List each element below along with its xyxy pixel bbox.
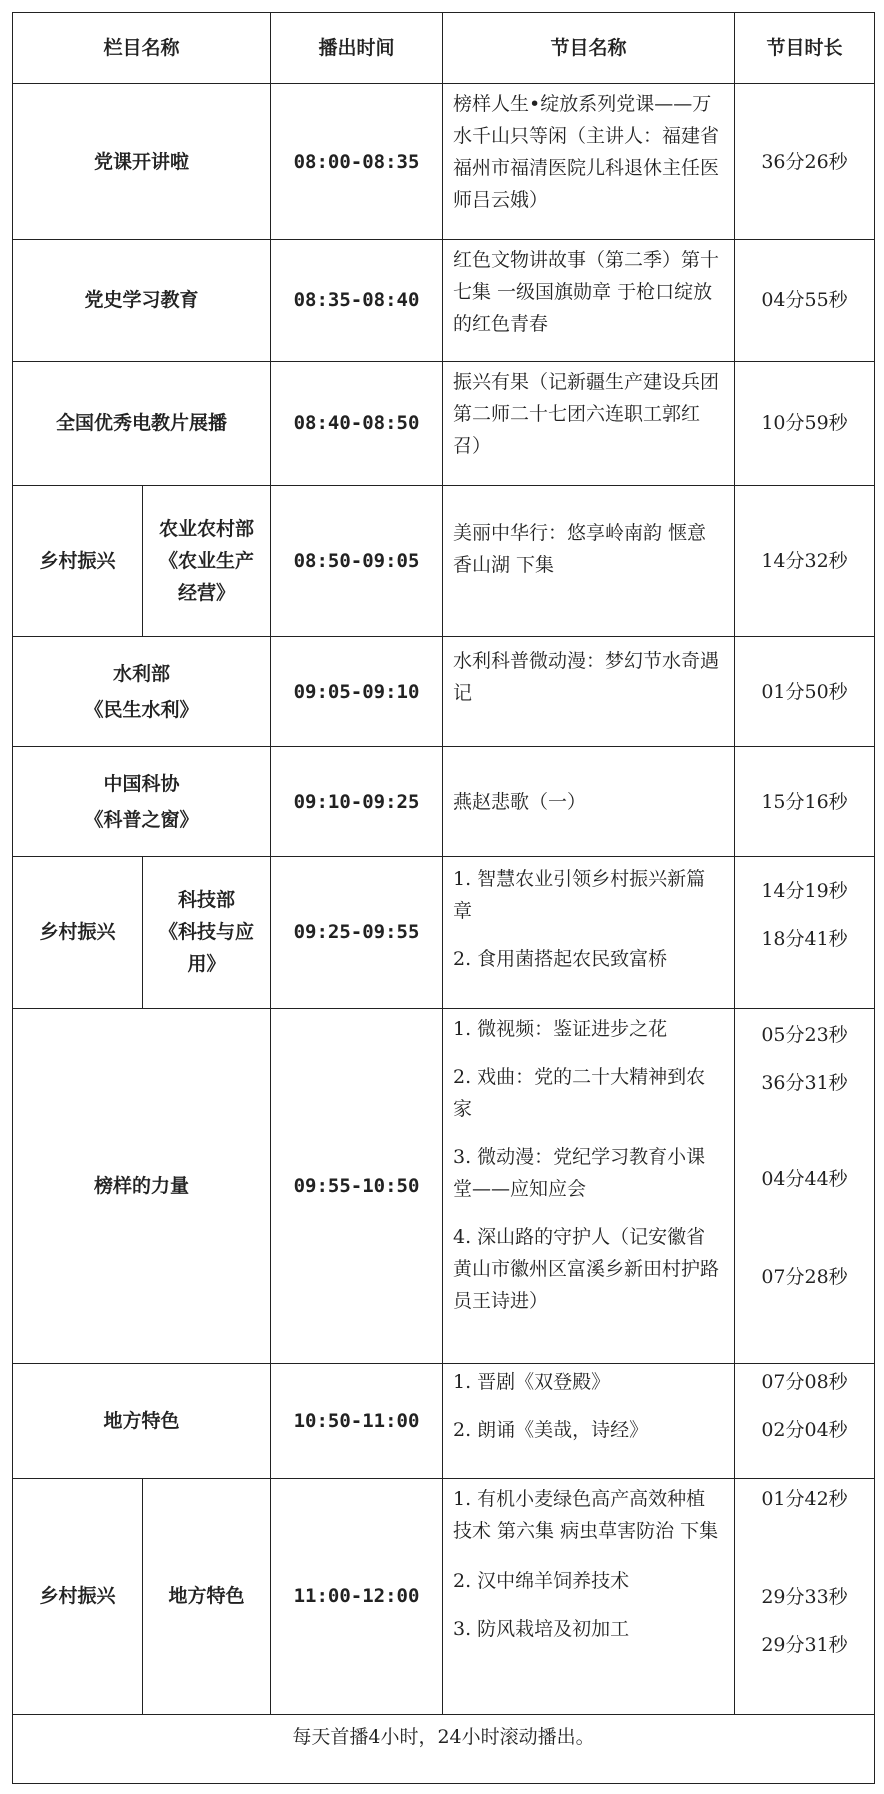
- program-item: 1. 有机小麦绿色高产高效种植技术 第六集 病虫草害防治 下集: [453, 1487, 719, 1542]
- air-time: 11:00-12:00: [271, 1478, 443, 1714]
- sub-column-name: 地方特色: [143, 1478, 271, 1714]
- table-row: [13, 1008, 875, 1364]
- sub-column-line: 经营》: [178, 581, 236, 604]
- program-item: 3. 防风栽培及初加工: [453, 1617, 630, 1640]
- air-time: 09:05-09:10: [271, 636, 443, 746]
- column-name: 乡村振兴: [13, 485, 143, 636]
- duration: 36分31秒: [761, 1071, 848, 1094]
- duration-cell: [735, 1364, 875, 1479]
- column-name: 党课开讲啦: [13, 84, 271, 240]
- sub-column-line: 科技部: [178, 889, 236, 912]
- program-item: 2. 汉中绵羊饲养技术: [453, 1569, 630, 1592]
- duration: 01分50秒: [735, 636, 875, 746]
- column-name: 榜样的力量: [13, 1008, 271, 1364]
- column-name: [13, 636, 271, 746]
- air-time: 09:25-09:55: [271, 857, 443, 1008]
- column-name: 党史学习教育: [13, 240, 271, 362]
- program-item: 红色文物讲故事（第二季）第十七集 一级国旗勋章 于枪口绽放的红色青春: [453, 249, 720, 336]
- program-cell: [443, 240, 735, 362]
- air-time: 09:55-10:50: [271, 1008, 443, 1364]
- program-item: 4. 深山路的守护人（记安徽省黄山市徽州区富溪乡新田村护路员王诗进）: [453, 1225, 720, 1312]
- table-row: [13, 361, 875, 485]
- duration: 07分08秒: [761, 1371, 848, 1394]
- duration-cell: [735, 1008, 875, 1364]
- duration: 04分44秒: [761, 1167, 848, 1190]
- table-row: [13, 636, 875, 746]
- footer-note: 每天首播4小时，24小时滚动播出。: [13, 1715, 875, 1784]
- column-name: 地方特色: [13, 1364, 271, 1479]
- air-time: 10:50-11:00: [271, 1364, 443, 1479]
- sub-column-line: 《科技与应: [159, 921, 255, 944]
- air-time: 08:40-08:50: [271, 361, 443, 485]
- program-item: 1. 智慧农业引领乡村振兴新篇章: [453, 868, 706, 923]
- program-item: 1. 微视频：鉴证进步之花: [453, 1017, 668, 1040]
- program-cell: [443, 1478, 735, 1714]
- column-name: [13, 747, 271, 857]
- duration: 07分28秒: [761, 1265, 848, 1288]
- sub-column-line: 用》: [187, 953, 226, 976]
- program-item: 水利科普微动漫：梦幻节水奇遇记: [453, 649, 720, 704]
- header-program-name: 节目名称: [443, 13, 735, 84]
- air-time: 08:50-09:05: [271, 485, 443, 636]
- duration: 10分59秒: [735, 361, 875, 485]
- sub-column-name: [143, 485, 271, 636]
- duration: 29分31秒: [761, 1633, 848, 1656]
- program-item: 燕赵悲歌（一）: [453, 790, 587, 813]
- duration-cell: [735, 1478, 875, 1714]
- program-cell: [443, 1008, 735, 1364]
- program-cell: [443, 747, 735, 857]
- schedule-table: [12, 12, 875, 1784]
- sub-column-line: 《农业生产: [159, 549, 255, 572]
- program-item: 1. 晋剧《双登殿》: [453, 1371, 611, 1394]
- column-name-line: 《民生水利》: [84, 698, 199, 721]
- program-item: 2. 食用菌搭起农民致富桥: [453, 948, 668, 971]
- column-name-line: 中国科协: [103, 772, 180, 795]
- air-time: 08:35-08:40: [271, 240, 443, 362]
- sub-column-line: 农业农村部: [159, 517, 255, 540]
- footer-row: [13, 1715, 875, 1784]
- table-row: [13, 857, 875, 1008]
- program-item: 2. 朗诵《美哉，诗经》: [453, 1419, 649, 1442]
- program-cell: [443, 361, 735, 485]
- table-row: [13, 240, 875, 362]
- duration: 36分26秒: [735, 84, 875, 240]
- table-row: [13, 84, 875, 240]
- column-name: 全国优秀电教片展播: [13, 361, 271, 485]
- header-column-name: 栏目名称: [13, 13, 271, 84]
- duration: 05分23秒: [761, 1023, 848, 1046]
- duration: 04分55秒: [735, 240, 875, 362]
- program-item: 美丽中华行：悠享岭南韵 惬意香山湖 下集: [453, 521, 707, 576]
- program-cell: [443, 857, 735, 1008]
- duration: 29分33秒: [761, 1585, 848, 1608]
- table-row: [13, 747, 875, 857]
- program-item: 振兴有果（记新疆生产建设兵团第二师二十七团六连职工郭红召）: [453, 370, 720, 457]
- program-cell: [443, 1364, 735, 1479]
- air-time: 09:10-09:25: [271, 747, 443, 857]
- table-row: [13, 1478, 875, 1714]
- duration: 14分19秒: [761, 880, 848, 903]
- program-item: 榜样人生•绽放系列党课——万水千山只等闲（主讲人：福建省福州市福清医院儿科退休主任医师吕云娥）: [453, 93, 720, 212]
- duration: 01分42秒: [761, 1487, 848, 1510]
- duration-cell: [735, 857, 875, 1008]
- duration: 02分04秒: [761, 1419, 848, 1442]
- column-name: 乡村振兴: [13, 857, 143, 1008]
- header-air-time: 播出时间: [271, 13, 443, 84]
- duration: 18分41秒: [761, 928, 848, 951]
- duration: 14分32秒: [735, 485, 875, 636]
- air-time: 08:00-08:35: [271, 84, 443, 240]
- header-row: [13, 13, 875, 84]
- program-item: 2. 戏曲：党的二十大精神到农家: [453, 1065, 706, 1120]
- header-duration: 节目时长: [735, 13, 875, 84]
- column-name-line: 水利部: [113, 662, 171, 685]
- program-cell: [443, 636, 735, 746]
- table-row: [13, 1364, 875, 1479]
- sub-column-name: [143, 857, 271, 1008]
- column-name-line: 《科普之窗》: [84, 808, 199, 831]
- duration: 15分16秒: [735, 747, 875, 857]
- program-cell: [443, 485, 735, 636]
- column-name: 乡村振兴: [13, 1478, 143, 1714]
- program-item: 3. 微动漫：党纪学习教育小课堂——应知应会: [453, 1145, 706, 1200]
- program-cell: [443, 84, 735, 240]
- table-row: [13, 485, 875, 636]
